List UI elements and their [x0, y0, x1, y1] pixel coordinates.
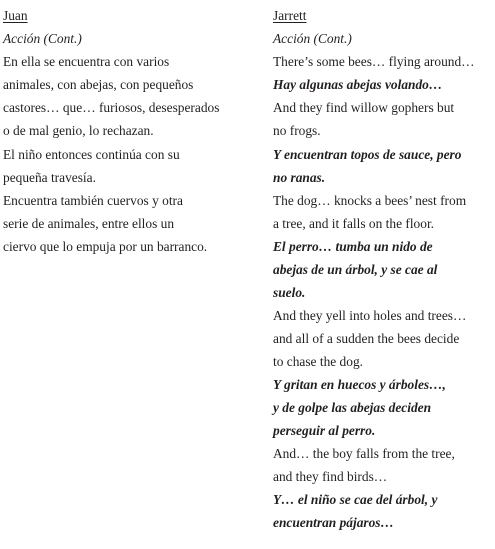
transcript-lines: [273, 50, 493, 534]
text-line: The dog… knocks a bees’ nest from: [273, 193, 467, 208]
text-line: ciervo que lo empuja por un barranco.: [3, 239, 208, 254]
translation-line: Hay algunas abejas volando…: [273, 77, 443, 92]
text-line: a tree, and it falls on the floor.: [273, 216, 435, 231]
speaker-name: Jarrett: [273, 8, 307, 23]
text-line: And they find willow gophers but: [273, 100, 455, 115]
translation-line: Y gritan en huecos y árboles…,: [273, 377, 446, 392]
text-line: And… the boy falls from the tree,: [273, 446, 455, 461]
text-line: o de mal genio, lo rechazan.: [3, 123, 154, 138]
translation-line: Y encuentran topos de sauce, pero: [273, 147, 462, 162]
speaker-column-juan: [3, 4, 253, 258]
text-line: no frogs.: [273, 123, 321, 138]
translation-line: suelo.: [273, 285, 306, 300]
speaker-column-jarrett: [273, 4, 493, 534]
text-line: and all of a sudden the bees decide: [273, 331, 460, 346]
paragraph: [3, 143, 253, 258]
text-line: And they yell into holes and trees…: [273, 308, 467, 323]
translation-line: encuentran pájaros…: [273, 515, 394, 530]
speaker-name: Juan: [3, 8, 28, 23]
text-line: castores… que… furiosos, desesperados: [3, 100, 220, 115]
text-line: Encuentra también cuervos y otra: [3, 193, 183, 208]
text-line: and they find birds…: [273, 469, 388, 484]
translation-line: Y… el niño se cae del árbol, y: [273, 492, 438, 507]
text-line: There’s some bees… flying around…: [273, 54, 475, 69]
translation-line: El perro… tumba un nido de: [273, 239, 433, 254]
section-label: Acción (Cont.): [273, 31, 352, 46]
translation-line: perseguir al perro.: [273, 423, 376, 438]
translation-line: y de golpe las abejas deciden: [273, 400, 432, 415]
text-line: El niño entonces continúa con su: [3, 147, 180, 162]
text-line: animales, con abejas, con pequeños: [3, 77, 194, 92]
translation-line: no ranas.: [273, 170, 326, 185]
translation-line: abejas de un árbol, y se cae al: [273, 262, 438, 277]
section-label: Acción (Cont.): [3, 31, 82, 46]
text-line: serie de animales, entre ellos un: [3, 216, 175, 231]
text-line: pequeña travesía.: [3, 170, 96, 185]
paragraph: [3, 50, 253, 142]
text-line: En ella se encuentra con varios: [3, 54, 170, 69]
text-line: to chase the dog.: [273, 354, 363, 369]
